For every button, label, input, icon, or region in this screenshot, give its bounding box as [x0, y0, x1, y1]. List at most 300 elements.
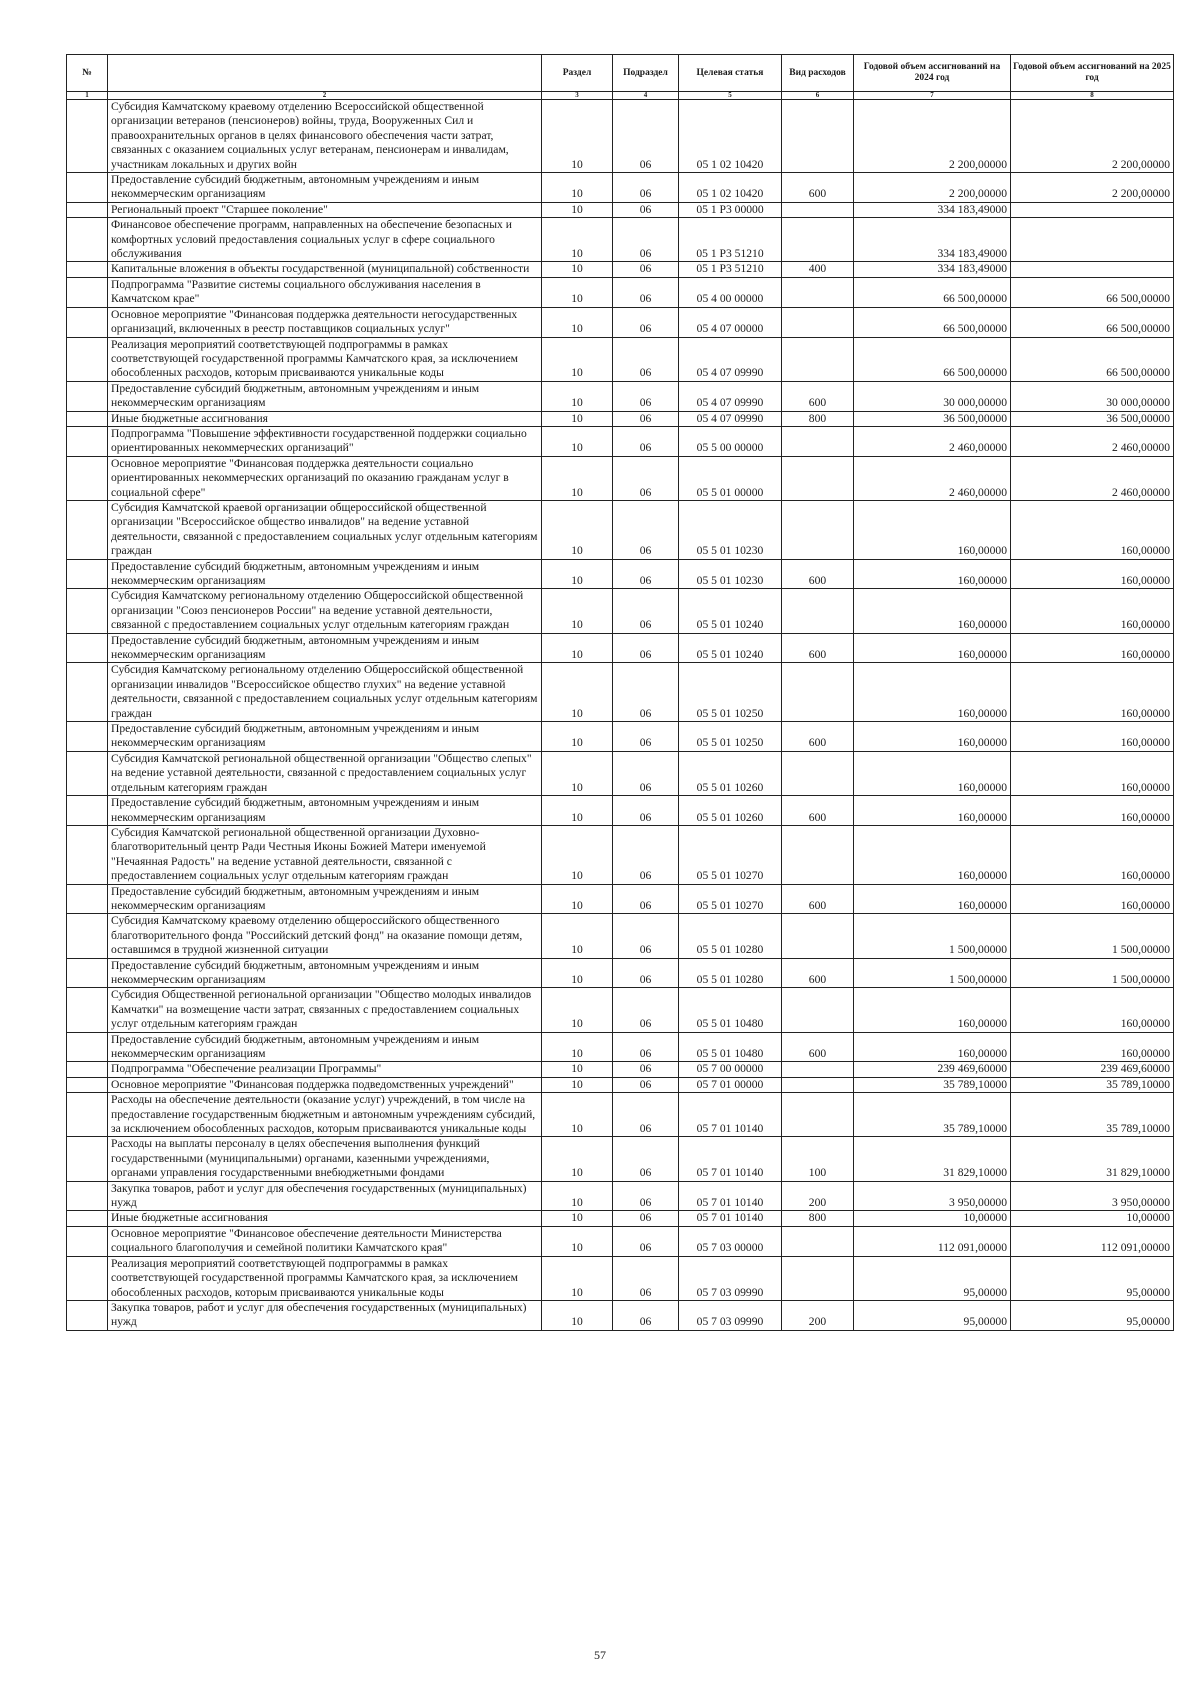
table-row: [67, 218, 1174, 262]
expense-type-cell: [782, 1256, 854, 1300]
table-row: [67, 337, 1174, 381]
table-row: [67, 202, 1174, 217]
volume-2024-cell: 35 789,10000: [854, 1077, 1011, 1092]
col-header-expense-type: Вид расходов: [782, 55, 854, 92]
volume-2024-cell: 1 500,00000: [854, 914, 1011, 958]
table-row: [67, 1062, 1174, 1077]
row-number-cell: [67, 1226, 108, 1256]
row-number-cell: [67, 958, 108, 988]
column-number: 6: [782, 92, 854, 100]
row-number-cell: [67, 559, 108, 589]
podrazdel-cell: 06: [613, 1077, 679, 1092]
volume-2025-cell: 3 950,00000: [1011, 1181, 1174, 1211]
razdel-cell: 10: [542, 663, 613, 722]
razdel-cell: 10: [542, 1181, 613, 1211]
podrazdel-cell: 06: [613, 100, 679, 173]
expense-name-cell: Капитальные вложения в объекты государственной (муниципальной) собственности: [108, 262, 542, 277]
row-number-cell: [67, 988, 108, 1032]
razdel-cell: 10: [542, 173, 613, 203]
col-header-podrazdel: Подраздел: [613, 55, 679, 92]
volume-2024-cell: 10,00000: [854, 1211, 1011, 1226]
row-number-cell: [67, 456, 108, 500]
volume-2024-cell: 160,00000: [854, 589, 1011, 633]
volume-2024-cell: 35 789,10000: [854, 1093, 1011, 1137]
podrazdel-cell: 06: [613, 381, 679, 411]
razdel-cell: 10: [542, 825, 613, 884]
podrazdel-cell: 06: [613, 589, 679, 633]
expense-type-cell: [782, 218, 854, 262]
expense-name-cell: Предоставление субсидий бюджетным, автономным учреждениям и иным некоммерческим организациям: [108, 381, 542, 411]
target-article-cell: 05 5 01 10250: [679, 663, 782, 722]
expense-type-cell: [782, 1077, 854, 1092]
volume-2025-cell: 1 500,00000: [1011, 958, 1174, 988]
podrazdel-cell: 06: [613, 1032, 679, 1062]
row-number-cell: [67, 633, 108, 663]
podrazdel-cell: 06: [613, 307, 679, 337]
expense-name-cell: Субсидия Общественной региональной организации "Общество молодых инвалидов Камчатки" на возмещение части затрат, связанных с предоставлением социальных услуг отдельным категориям граждан: [108, 988, 542, 1032]
target-article-cell: 05 7 00 00000: [679, 1062, 782, 1077]
volume-2025-cell: 2 200,00000: [1011, 100, 1174, 173]
row-number-cell: [67, 500, 108, 559]
expense-name-cell: Региональный проект "Старшее поколение": [108, 202, 542, 217]
table-row: [67, 633, 1174, 663]
row-number-cell: [67, 1062, 108, 1077]
podrazdel-cell: 06: [613, 988, 679, 1032]
expense-type-cell: 600: [782, 381, 854, 411]
expense-name-cell: Подпрограмма "Обеспечение реализации Программы": [108, 1062, 542, 1077]
razdel-cell: 10: [542, 1062, 613, 1077]
target-article-cell: 05 5 01 00000: [679, 456, 782, 500]
row-number-cell: [67, 1181, 108, 1211]
expense-name-cell: Расходы на обеспечение деятельности (оказание услуг) учреждений, в том числе на предоставление государственным бюджетным и автономным учреждениям субсидий, за исключением обособленных расходов, которым присваиваются уникальные коды: [108, 1093, 542, 1137]
row-number-cell: [67, 262, 108, 277]
expense-name-cell: Предоставление субсидий бюджетным, автономным учреждениям и иным некоммерческим организациям: [108, 958, 542, 988]
volume-2025-cell: 35 789,10000: [1011, 1093, 1174, 1137]
volume-2025-cell: 66 500,00000: [1011, 337, 1174, 381]
volume-2024-cell: 334 183,49000: [854, 218, 1011, 262]
razdel-cell: 10: [542, 751, 613, 795]
podrazdel-cell: 06: [613, 456, 679, 500]
volume-2025-cell: 66 500,00000: [1011, 277, 1174, 307]
expense-type-cell: [782, 1226, 854, 1256]
row-number-cell: [67, 277, 108, 307]
expense-type-cell: 600: [782, 884, 854, 914]
volume-2024-cell: 160,00000: [854, 663, 1011, 722]
table-row: [67, 1093, 1174, 1137]
table-row: [67, 914, 1174, 958]
row-number-cell: [67, 914, 108, 958]
volume-2025-cell: 2 460,00000: [1011, 426, 1174, 456]
volume-2025-cell: 30 000,00000: [1011, 381, 1174, 411]
volume-2025-cell: 66 500,00000: [1011, 307, 1174, 337]
row-number-cell: [67, 1077, 108, 1092]
table-header-row: [67, 55, 1174, 92]
table-row: [67, 589, 1174, 633]
expense-type-cell: [782, 751, 854, 795]
podrazdel-cell: 06: [613, 663, 679, 722]
razdel-cell: 10: [542, 500, 613, 559]
volume-2025-cell: 160,00000: [1011, 825, 1174, 884]
volume-2024-cell: 2 460,00000: [854, 426, 1011, 456]
table-row: [67, 1256, 1174, 1300]
row-number-cell: [67, 1032, 108, 1062]
target-article-cell: 05 7 01 10140: [679, 1137, 782, 1181]
row-number-cell: [67, 1300, 108, 1330]
target-article-cell: 05 7 01 10140: [679, 1211, 782, 1226]
page-number: 57: [594, 1648, 606, 1662]
target-article-cell: 05 7 01 00000: [679, 1077, 782, 1092]
target-article-cell: 05 4 07 09990: [679, 337, 782, 381]
podrazdel-cell: 06: [613, 218, 679, 262]
volume-2024-cell: 160,00000: [854, 1032, 1011, 1062]
expense-type-cell: [782, 825, 854, 884]
target-article-cell: 05 7 01 10140: [679, 1093, 782, 1137]
volume-2024-cell: 66 500,00000: [854, 307, 1011, 337]
razdel-cell: 10: [542, 337, 613, 381]
expense-type-cell: [782, 1093, 854, 1137]
volume-2025-cell: 36 500,00000: [1011, 411, 1174, 426]
podrazdel-cell: 06: [613, 1137, 679, 1181]
volume-2025-cell: 160,00000: [1011, 589, 1174, 633]
podrazdel-cell: 06: [613, 277, 679, 307]
table-row: [67, 1077, 1174, 1092]
expense-name-cell: Субсидия Камчатскому краевому отделению Всероссийской общественной организации ветеранов (пенсионеров) войны, труда, Вооруженных Сил и правоохранительных органов в целях финансового обеспечения части затрат, связанных с оказанием социальных услуг ветеранам, пенсионерам и инвалидам, участникам локальных и других войн: [108, 100, 542, 173]
expense-type-cell: [782, 307, 854, 337]
expense-type-cell: [782, 914, 854, 958]
expense-type-cell: 600: [782, 559, 854, 589]
expense-type-cell: [782, 277, 854, 307]
razdel-cell: 10: [542, 914, 613, 958]
volume-2025-cell: [1011, 262, 1174, 277]
table-row: [67, 100, 1174, 173]
target-article-cell: 05 7 03 09990: [679, 1256, 782, 1300]
expense-type-cell: [782, 500, 854, 559]
expense-type-cell: 600: [782, 173, 854, 203]
volume-2025-cell: 10,00000: [1011, 1211, 1174, 1226]
target-article-cell: 05 5 01 10480: [679, 1032, 782, 1062]
volume-2025-cell: 160,00000: [1011, 884, 1174, 914]
expense-name-cell: Основное мероприятие "Финансовое обеспечение деятельности Министерства социального благополучия и семейной политики Камчатского края": [108, 1226, 542, 1256]
table-row: [67, 411, 1174, 426]
table-row: [67, 1300, 1174, 1330]
expense-type-cell: [782, 100, 854, 173]
volume-2025-cell: 112 091,00000: [1011, 1226, 1174, 1256]
volume-2024-cell: 160,00000: [854, 884, 1011, 914]
target-article-cell: 05 5 01 10240: [679, 589, 782, 633]
row-number-cell: [67, 1211, 108, 1226]
podrazdel-cell: 06: [613, 633, 679, 663]
volume-2024-cell: 160,00000: [854, 559, 1011, 589]
razdel-cell: 10: [542, 1211, 613, 1226]
column-number: 1: [67, 92, 108, 100]
target-article-cell: 05 4 07 00000: [679, 307, 782, 337]
volume-2024-cell: 160,00000: [854, 988, 1011, 1032]
table-row: [67, 988, 1174, 1032]
expense-type-cell: 600: [782, 722, 854, 752]
razdel-cell: 10: [542, 411, 613, 426]
row-number-cell: [67, 411, 108, 426]
volume-2025-cell: 1 500,00000: [1011, 914, 1174, 958]
volume-2024-cell: 95,00000: [854, 1256, 1011, 1300]
razdel-cell: 10: [542, 722, 613, 752]
razdel-cell: 10: [542, 1032, 613, 1062]
razdel-cell: 10: [542, 202, 613, 217]
podrazdel-cell: 06: [613, 202, 679, 217]
podrazdel-cell: 06: [613, 1300, 679, 1330]
table-row: [67, 262, 1174, 277]
table-row: [67, 307, 1174, 337]
razdel-cell: 10: [542, 426, 613, 456]
volume-2025-cell: 31 829,10000: [1011, 1137, 1174, 1181]
expense-type-cell: [782, 663, 854, 722]
target-article-cell: 05 5 00 00000: [679, 426, 782, 456]
razdel-cell: 10: [542, 1093, 613, 1137]
volume-2025-cell: [1011, 202, 1174, 217]
row-number-cell: [67, 381, 108, 411]
table-row: [67, 426, 1174, 456]
target-article-cell: 05 5 01 10250: [679, 722, 782, 752]
col-header-number: №: [67, 55, 108, 92]
podrazdel-cell: 06: [613, 1211, 679, 1226]
expense-name-cell: Предоставление субсидий бюджетным, автономным учреждениям и иным некоммерческим организациям: [108, 722, 542, 752]
target-article-cell: 05 5 01 10260: [679, 751, 782, 795]
volume-2025-cell: 239 469,60000: [1011, 1062, 1174, 1077]
row-number-cell: [67, 202, 108, 217]
table-row: [67, 884, 1174, 914]
table-row: [67, 559, 1174, 589]
table-row: [67, 277, 1174, 307]
expense-type-cell: [782, 337, 854, 381]
volume-2025-cell: 160,00000: [1011, 988, 1174, 1032]
volume-2025-cell: 160,00000: [1011, 1032, 1174, 1062]
volume-2024-cell: 2 460,00000: [854, 456, 1011, 500]
volume-2024-cell: 160,00000: [854, 500, 1011, 559]
razdel-cell: 10: [542, 100, 613, 173]
podrazdel-cell: 06: [613, 337, 679, 381]
expense-name-cell: Субсидия Камчатской региональной общественной организации "Общество слепых" на ведение уставной деятельности, связанной с предоставлением социальных услуг отдельным категориям граждан: [108, 751, 542, 795]
expense-type-cell: 600: [782, 958, 854, 988]
expense-type-cell: [782, 1062, 854, 1077]
table-row: [67, 173, 1174, 203]
razdel-cell: 10: [542, 988, 613, 1032]
volume-2025-cell: 160,00000: [1011, 559, 1174, 589]
expense-type-cell: [782, 202, 854, 217]
expense-type-cell: 200: [782, 1300, 854, 1330]
target-article-cell: 05 1 P3 51210: [679, 218, 782, 262]
expense-type-cell: 100: [782, 1137, 854, 1181]
table-row: [67, 1226, 1174, 1256]
expense-type-cell: [782, 988, 854, 1032]
expense-name-cell: Субсидия Камчатскому региональному отделению Общероссийской общественной организации "Союз пенсионеров России" на ведение уставной деятельности, связанной с предоставлением социальных услуг отдельным категориям граждан: [108, 589, 542, 633]
volume-2024-cell: 36 500,00000: [854, 411, 1011, 426]
podrazdel-cell: 06: [613, 173, 679, 203]
expense-name-cell: Предоставление субсидий бюджетным, автономным учреждениям и иным некоммерческим организациям: [108, 796, 542, 826]
column-number: 2: [108, 92, 542, 100]
expense-name-cell: Основное мероприятие "Финансовая поддержка деятельности негосударственных организаций, включенных в реестр поставщиков социальных услуг": [108, 307, 542, 337]
podrazdel-cell: 06: [613, 1256, 679, 1300]
table-row: [67, 1181, 1174, 1211]
expense-name-cell: Субсидия Камчатской региональной общественной организации Духовно-благотворительный центр Ради Честныя Иконы Божией Матери именуемой "Нечаянная Радость" на ведение уставной деятельности, связанной с предоставлением социальных услуг отдельным категориям граждан: [108, 825, 542, 884]
table-row: [67, 722, 1174, 752]
target-article-cell: 05 5 01 10240: [679, 633, 782, 663]
volume-2024-cell: 112 091,00000: [854, 1226, 1011, 1256]
expense-type-cell: 800: [782, 411, 854, 426]
podrazdel-cell: 06: [613, 796, 679, 826]
expense-type-cell: 600: [782, 796, 854, 826]
volume-2024-cell: 160,00000: [854, 796, 1011, 826]
podrazdel-cell: 06: [613, 825, 679, 884]
volume-2025-cell: 35 789,10000: [1011, 1077, 1174, 1092]
volume-2025-cell: 95,00000: [1011, 1256, 1174, 1300]
razdel-cell: 10: [542, 262, 613, 277]
razdel-cell: 10: [542, 559, 613, 589]
expense-name-cell: Предоставление субсидий бюджетным, автономным учреждениям и иным некоммерческим организациям: [108, 1032, 542, 1062]
table-row: [67, 958, 1174, 988]
table-row: [67, 1032, 1174, 1062]
col-header-razdel: Раздел: [542, 55, 613, 92]
razdel-cell: 10: [542, 589, 613, 633]
column-number: 4: [613, 92, 679, 100]
podrazdel-cell: 06: [613, 559, 679, 589]
podrazdel-cell: 06: [613, 426, 679, 456]
row-number-cell: [67, 100, 108, 173]
podrazdel-cell: 06: [613, 958, 679, 988]
razdel-cell: 10: [542, 1300, 613, 1330]
podrazdel-cell: 06: [613, 722, 679, 752]
volume-2024-cell: 2 200,00000: [854, 100, 1011, 173]
volume-2024-cell: 66 500,00000: [854, 277, 1011, 307]
volume-2025-cell: 2 460,00000: [1011, 456, 1174, 500]
razdel-cell: 10: [542, 796, 613, 826]
column-number: 8: [1011, 92, 1174, 100]
razdel-cell: 10: [542, 456, 613, 500]
col-header-target-article: Целевая статья: [679, 55, 782, 92]
row-number-cell: [67, 1137, 108, 1181]
col-header-volume-2024: Годовой объем ассигнований на 2024 год: [854, 55, 1011, 92]
column-number-row: [67, 92, 1174, 100]
volume-2025-cell: 160,00000: [1011, 722, 1174, 752]
razdel-cell: 10: [542, 958, 613, 988]
volume-2024-cell: 3 950,00000: [854, 1181, 1011, 1211]
razdel-cell: 10: [542, 1137, 613, 1181]
expense-name-cell: Основное мероприятие "Финансовая поддержка деятельности социально ориентированных некоммерческих организаций по оказанию гражданам услуг в социальной сфере": [108, 456, 542, 500]
podrazdel-cell: 06: [613, 751, 679, 795]
target-article-cell: 05 5 01 10280: [679, 958, 782, 988]
target-article-cell: 05 5 01 10230: [679, 500, 782, 559]
volume-2024-cell: 239 469,60000: [854, 1062, 1011, 1077]
expense-name-cell: Субсидия Камчатской краевой организации общероссийской общественной организации "Всероссийское общество инвалидов" на ведение уставной деятельности, связанной с предоставлением социальных услуг отдельным категориям граждан: [108, 500, 542, 559]
table-row: [67, 500, 1174, 559]
col-header-volume-2025: Годовой объем ассигнований на 2025 год: [1011, 55, 1174, 92]
expense-name-cell: Предоставление субсидий бюджетным, автономным учреждениям и иным некоммерческим организациям: [108, 633, 542, 663]
table-row: [67, 663, 1174, 722]
target-article-cell: 05 5 01 10270: [679, 884, 782, 914]
target-article-cell: 05 4 00 00000: [679, 277, 782, 307]
volume-2024-cell: 95,00000: [854, 1300, 1011, 1330]
budget-table-body: [67, 100, 1174, 1331]
expense-type-cell: 600: [782, 1032, 854, 1062]
target-article-cell: 05 4 07 09990: [679, 411, 782, 426]
volume-2025-cell: 2 200,00000: [1011, 173, 1174, 203]
table-row: [67, 796, 1174, 826]
expense-name-cell: Субсидия Камчатскому краевому отделению общероссийского общественного благотворительного фонда "Российский детский фонд" на оказание помощи детям, оставшимся в трудной жизненной ситуации: [108, 914, 542, 958]
row-number-cell: [67, 825, 108, 884]
volume-2024-cell: 66 500,00000: [854, 337, 1011, 381]
volume-2025-cell: [1011, 218, 1174, 262]
expense-name-cell: Реализация мероприятий соответствующей подпрограммы в рамках соответствующей государственной программы Камчатского края, за исключением обособленных расходов, которым присваиваются уникальные коды: [108, 337, 542, 381]
table-row: [67, 381, 1174, 411]
expense-type-cell: 200: [782, 1181, 854, 1211]
target-article-cell: 05 1 02 10420: [679, 173, 782, 203]
table-row: [67, 1137, 1174, 1181]
volume-2024-cell: 30 000,00000: [854, 381, 1011, 411]
volume-2024-cell: 2 200,00000: [854, 173, 1011, 203]
podrazdel-cell: 06: [613, 1093, 679, 1137]
row-number-cell: [67, 663, 108, 722]
razdel-cell: 10: [542, 381, 613, 411]
razdel-cell: 10: [542, 1077, 613, 1092]
volume-2025-cell: 160,00000: [1011, 500, 1174, 559]
row-number-cell: [67, 722, 108, 752]
expense-name-cell: Закупка товаров, работ и услуг для обеспечения государственных (муниципальных) нужд: [108, 1181, 542, 1211]
volume-2024-cell: 1 500,00000: [854, 958, 1011, 988]
column-number: 7: [854, 92, 1011, 100]
column-number: 5: [679, 92, 782, 100]
expense-name-cell: Иные бюджетные ассигнования: [108, 411, 542, 426]
expense-type-cell: [782, 589, 854, 633]
volume-2024-cell: 160,00000: [854, 722, 1011, 752]
expense-type-cell: [782, 426, 854, 456]
table-row: [67, 825, 1174, 884]
row-number-cell: [67, 1093, 108, 1137]
expense-type-cell: [782, 456, 854, 500]
expense-name-cell: Подпрограмма "Повышение эффективности государственной поддержки социально ориентированных некоммерческих организаций": [108, 426, 542, 456]
budget-sheet: [66, 54, 1173, 1331]
target-article-cell: 05 4 07 09990: [679, 381, 782, 411]
row-number-cell: [67, 1256, 108, 1300]
target-article-cell: 05 1 02 10420: [679, 100, 782, 173]
volume-2024-cell: 334 183,49000: [854, 262, 1011, 277]
volume-2025-cell: 95,00000: [1011, 1300, 1174, 1330]
razdel-cell: 10: [542, 633, 613, 663]
target-article-cell: 05 7 01 10140: [679, 1181, 782, 1211]
volume-2024-cell: 160,00000: [854, 751, 1011, 795]
row-number-cell: [67, 307, 108, 337]
volume-2025-cell: 160,00000: [1011, 796, 1174, 826]
volume-2025-cell: 160,00000: [1011, 633, 1174, 663]
target-article-cell: 05 7 03 00000: [679, 1226, 782, 1256]
target-article-cell: 05 5 01 10280: [679, 914, 782, 958]
row-number-cell: [67, 337, 108, 381]
razdel-cell: 10: [542, 277, 613, 307]
podrazdel-cell: 06: [613, 1181, 679, 1211]
expense-name-cell: Предоставление субсидий бюджетным, автономным учреждениям и иным некоммерческим организациям: [108, 884, 542, 914]
row-number-cell: [67, 751, 108, 795]
expense-type-cell: 400: [782, 262, 854, 277]
razdel-cell: 10: [542, 884, 613, 914]
budget-table: [66, 54, 1174, 1331]
expense-name-cell: Иные бюджетные ассигнования: [108, 1211, 542, 1226]
expense-name-cell: Подпрограмма "Развитие системы социального обслуживания населения в Камчатском крае": [108, 277, 542, 307]
razdel-cell: 10: [542, 1256, 613, 1300]
target-article-cell: 05 1 P3 00000: [679, 202, 782, 217]
podrazdel-cell: 06: [613, 884, 679, 914]
row-number-cell: [67, 426, 108, 456]
table-row: [67, 1211, 1174, 1226]
expense-name-cell: Реализация мероприятий соответствующей подпрограммы в рамках соответствующей государственной программы Камчатского края, за исключением обособленных расходов, которым присваиваются уникальные коды: [108, 1256, 542, 1300]
razdel-cell: 10: [542, 1226, 613, 1256]
podrazdel-cell: 06: [613, 411, 679, 426]
